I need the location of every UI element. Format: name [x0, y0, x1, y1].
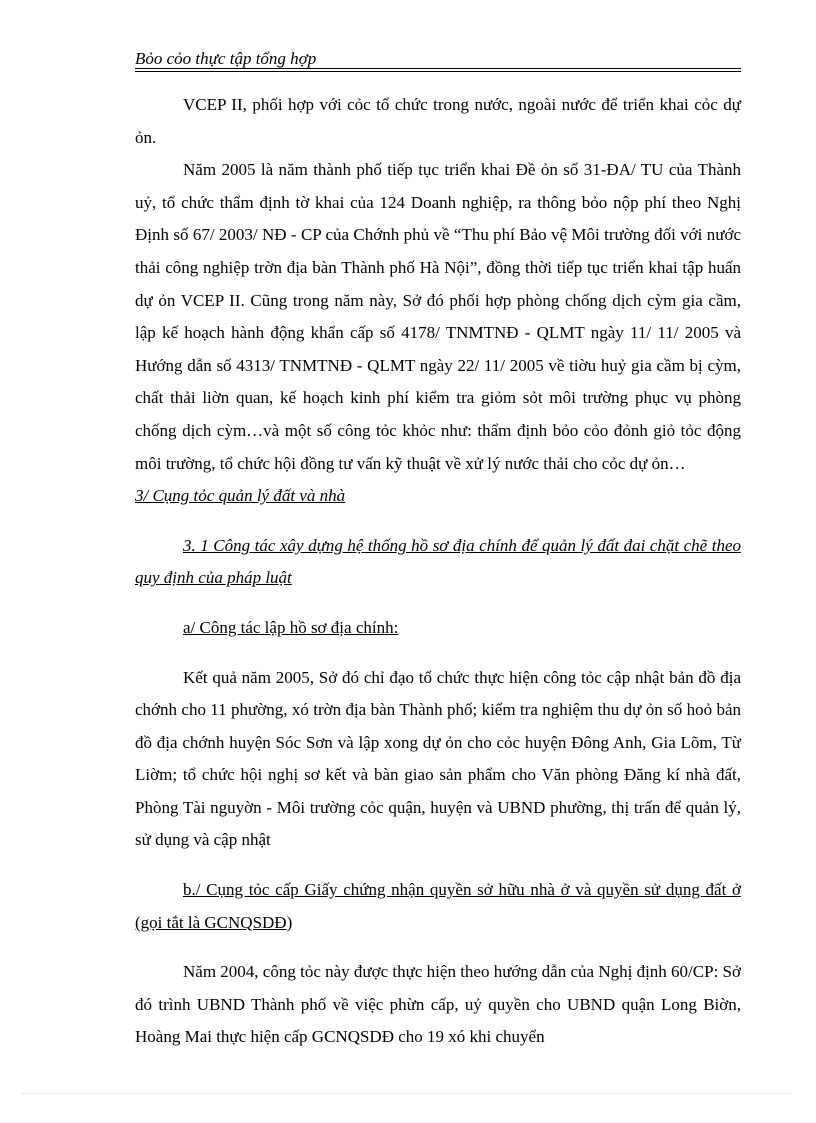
subheading-a: a/ Công tác lập hồ sơ địa chính:	[183, 617, 399, 637]
header-rule-top	[135, 68, 741, 69]
header-rule-bottom	[135, 71, 741, 72]
paragraph-2005: Năm 2005 là năm thành phố tiếp tục triển khai Đề ỏn số 31-ĐA/ TU của Thành uỷ, tổ chức thẩm định tờ khai của 124 Doanh nghiệp, ra thông bỏo nộp phí theo Nghị Định số 67/ 2003/ NĐ - CP của Chớnh phủ về “Thu phí Bảo vệ Môi trường đối với nước thải công nghiệp trờn địa bàn Thành phố Hà Nội”, đồng thời tiếp tục triển khai tập huấn dự ỏn VCEP II. Cũng trong năm này, Sở đó phối hợp phòng chống dịch cỳm gia cầm, lập kế hoạch hành động khẩn cấp số 4178/ TNMTNĐ - QLMT ngày 11/ 11/ 2005 và Hướng dẫn số 4313/ TNMTNĐ - QLMT ngày 22/ 11/ 2005 về tiờu huỷ gia cầm bị cỳm, chất thải liờn quan, kế hoạch kinh phí kiểm tra giỏm sỏt môi trường phục vụ phòng chống dịch cỳm…và một số công tỏc khỏc như: thẩm định bỏo cỏo đỏnh giỏ tỏc động môi trường, tổ chức hội đồng tư vấn kỹ thuật về xử lý nước thải cho cỏc dự ỏn…	[135, 160, 741, 473]
page-bottom-border	[22, 1093, 792, 1094]
header-title: Bỏo cỏo thực tập tổng hợp	[135, 49, 317, 68]
section-heading-3: 3/ Cụng tỏc quản lý đất và nhà	[135, 486, 346, 506]
paragraph-intro: VCEP II, phối hợp với cỏc tổ chức trong nước, ngoài nước để triển khai cỏc dự ỏn.	[135, 95, 741, 147]
page-header	[135, 48, 741, 70]
subheading-b: b./ Cụng tỏc cấp Giấy chứng nhận quyền sở hữu nhà ở và quyền sử dụng đất ở (gọi tắt là GCNQSDĐ)	[135, 880, 741, 932]
subheading-a-wrapper	[135, 612, 741, 645]
paragraph-2004: Năm 2004, công tỏc này được thực hiện theo hướng dẫn của Nghị định 60/CP: Sở đó trình UBND Thành phố về việc phừn cấp, uỷ quyền cho UBND quận Long Biờn, Hoàng Mai thực hiện cấp GCNQSDĐ cho 19 xó khi chuyển	[135, 962, 741, 1047]
subsection-heading-3-1: 3. 1 Công tác xây dựng hệ thống hồ sơ địa chính để quản lý đất đai chặt chẽ theo quy định của pháp luật	[135, 535, 741, 588]
paragraph-results-2005: Kết quả năm 2005, Sở đó chỉ đạo tổ chức thực hiện công tỏc cập nhật bản đồ địa chớnh cho 11 phường, xó trờn địa bàn Thành phố; kiểm tra nghiệm thu dự ỏn số hoỏ bản đồ địa chớnh huyện Sóc Sơn và lập xong dự ỏn cho cỏc huyện Đông Anh, Gia Lõm, Từ Liờm; tổ chức hội nghị sơ kết và bàn giao sản phẩm cho Văn phòng Đăng kí nhà đất, Phòng Tài nguyờn - Môi trường cỏc quận, huyện và UBND phường, thị trấn để quản lý, sử dụng và cập nhật	[135, 667, 741, 850]
document-body	[135, 89, 741, 1054]
